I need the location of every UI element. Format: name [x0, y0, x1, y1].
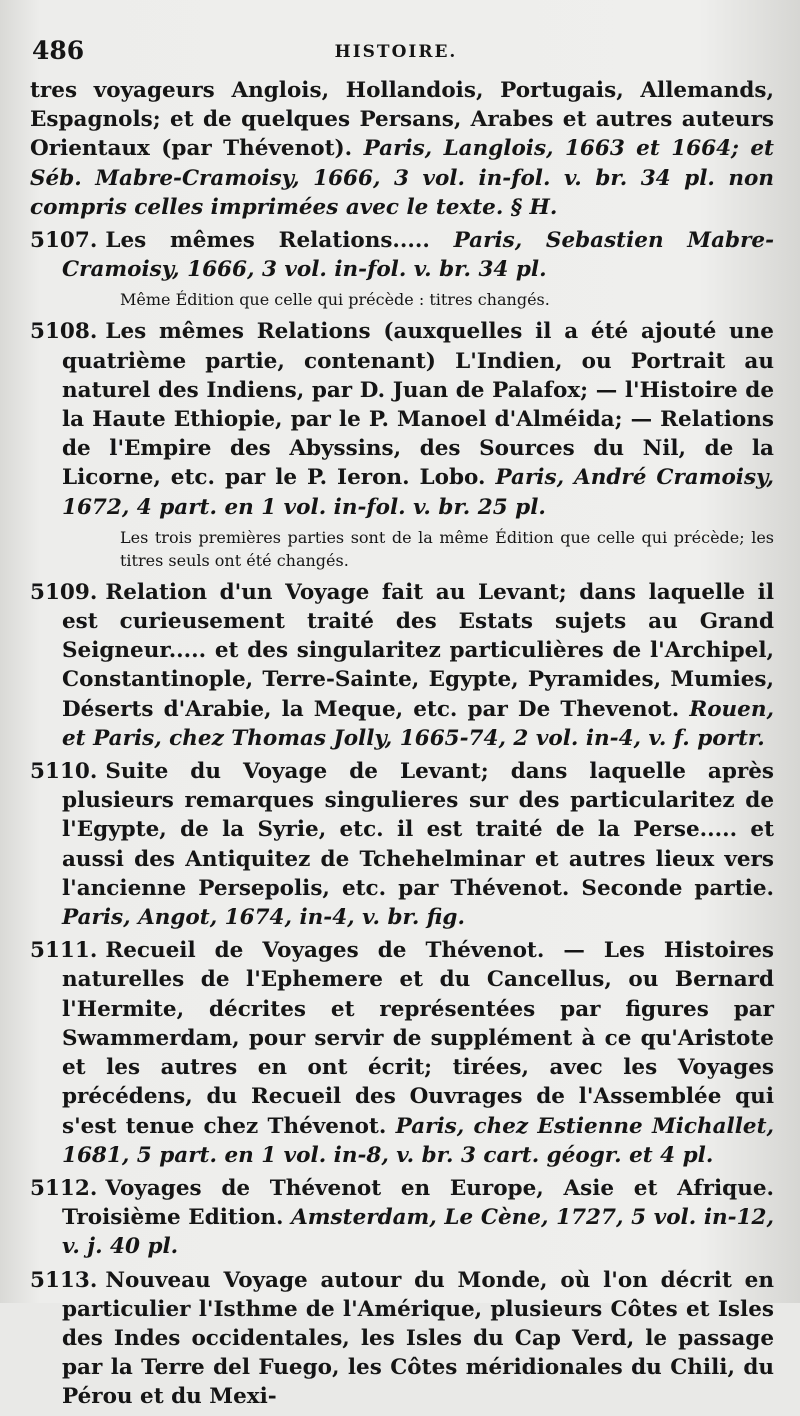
entry-imprint: Rouen, et Paris, chez Thomas Jolly, 1665-74, 2 vol. in-4, v. f. portr.: [62, 696, 774, 751]
catalog-entry: [30, 1174, 774, 1262]
entry-number: 5113.: [30, 1267, 98, 1293]
page-number: 486: [32, 36, 85, 65]
entry-number: 5110.: [30, 759, 98, 785]
entry-imprint: Paris, André Cramoisy, 1672, 4 part. en 1 vol. in-fol. v. br. 25 pl.: [62, 465, 774, 520]
catalog-entries: [30, 76, 774, 1416]
running-title: HISTOIRE.: [334, 42, 458, 62]
entry-title: Nouveau Voyage autour du Monde, où l'on décrit en particulier l'Isthme de l'Amérique, plusieurs Côtes et Isles des Indes occidentales, les Isles du Cap Verd, le passage par la Terre del Fuego, les Côtes méridionales du Chili, du Pérou et du Mexi-: [62, 1267, 774, 1410]
entry-title: Relation d'un Voyage fait au Levant; dans laquelle il est curieusement traité des Estats sujets au Grand Seigneur..... et des singularitez particulières de l'Archipel, Constantinople, Terre-Sainte, Egypte, Pyramides, Mumies, Déserts d'Arabie, la Meque, etc. par De Thevenot.: [62, 579, 774, 722]
catalog-entry: [30, 757, 774, 932]
entry-title: Les mêmes Relations.....: [105, 228, 430, 254]
entry-number: 5108.: [30, 319, 98, 345]
entry-title: Voyages de Thévenot en Europe, Asie et Afrique. Troisième Edition.: [62, 1175, 774, 1231]
entry-number: 5112.: [30, 1175, 98, 1201]
entry-imprint: Paris, chez Estienne Michallet, 1681, 5 part. en 1 vol. in-8, v. br. 3 cart. géogr. et 4 pl.: [62, 1113, 774, 1168]
entry-note: Les trois premières parties sont de la même Édition que celle qui précède; les titres seuls ont été changés.: [120, 527, 774, 570]
entry-number: 5109.: [30, 579, 98, 605]
entry-imprint: Paris, Angot, 1674, in-4, v. br. fig.: [62, 905, 465, 931]
entry-number: 5111.: [30, 938, 98, 964]
catalog-entry: [30, 76, 774, 222]
catalog-entry: [30, 317, 774, 521]
entry-title: Les mêmes Relations (auxquelles il a été ajouté une quatrième partie, contenant) L'Indien, ou Portrait au naturel des Indiens, par D. Juan de Palafox; — l'Histoire de la Haute Ethiopie, par le P. Manoel d'Alméida; — Relations de l'Empire des Abyssins, des Sources du Nil, de la Licorne, etc. par le P. Ieron. Lobo.: [62, 319, 774, 491]
entry-title: Suite du Voyage de Levant; dans laquelle après plusieurs remarques singulieres sur des particularitez de l'Egypte, de la Syrie, etc. il est traité de la Perse..... et aussi des Antiquitez de Tchehelminar et autres lieux vers l'ancienne Persepolis, etc. par Thévenot. Seconde partie.: [62, 759, 774, 901]
catalog-entry: [30, 226, 774, 284]
entry-imprint: Paris, Langlois, 1663 et 1664; et Séb. Mabre-Cramoisy, 1666, 3 vol. in-fol. v. br. 34 pl. non compris celles imprimées avec le texte. § H.: [30, 136, 774, 220]
entry-title: Recueil de Voyages de Thévenot. — Les Histoires naturelles de l'Ephemere et du Cancellus, ou Bernard l'Hermite, décrites et représentées par figures par Swammerdam, pour servir de supplément à ce qu'Aristote et les autres en ont écrit; tirées, avec les Voyages précédens, du Recueil des Ouvrages de l'Assemblée qui s'est tenue chez Thévenot.: [62, 938, 774, 1139]
catalog-entry: [30, 936, 774, 1170]
entry-note: Même Édition que celle qui précède : titres changés.: [120, 290, 550, 310]
entry-imprint: Amsterdam, Le Cène, 1727, 5 vol. in-12, v. j. 40 pl.: [62, 1205, 774, 1260]
catalog-entry: [30, 1266, 774, 1412]
entry-title: tres voyageurs Anglois, Hollandois, Portugais, Allemands, Espagnols; et de quelques Persans, Arabes et autres auteurs Orientaux (par Thévenot).: [30, 78, 774, 162]
entry-imprint: Paris, Sebastien Mabre-Cramoisy, 1666, 3 vol. in-fol. v. br. 34 pl.: [62, 228, 775, 283]
catalog-entry: [30, 578, 774, 753]
entry-number: 5107.: [30, 228, 98, 254]
page-header: [32, 36, 760, 70]
